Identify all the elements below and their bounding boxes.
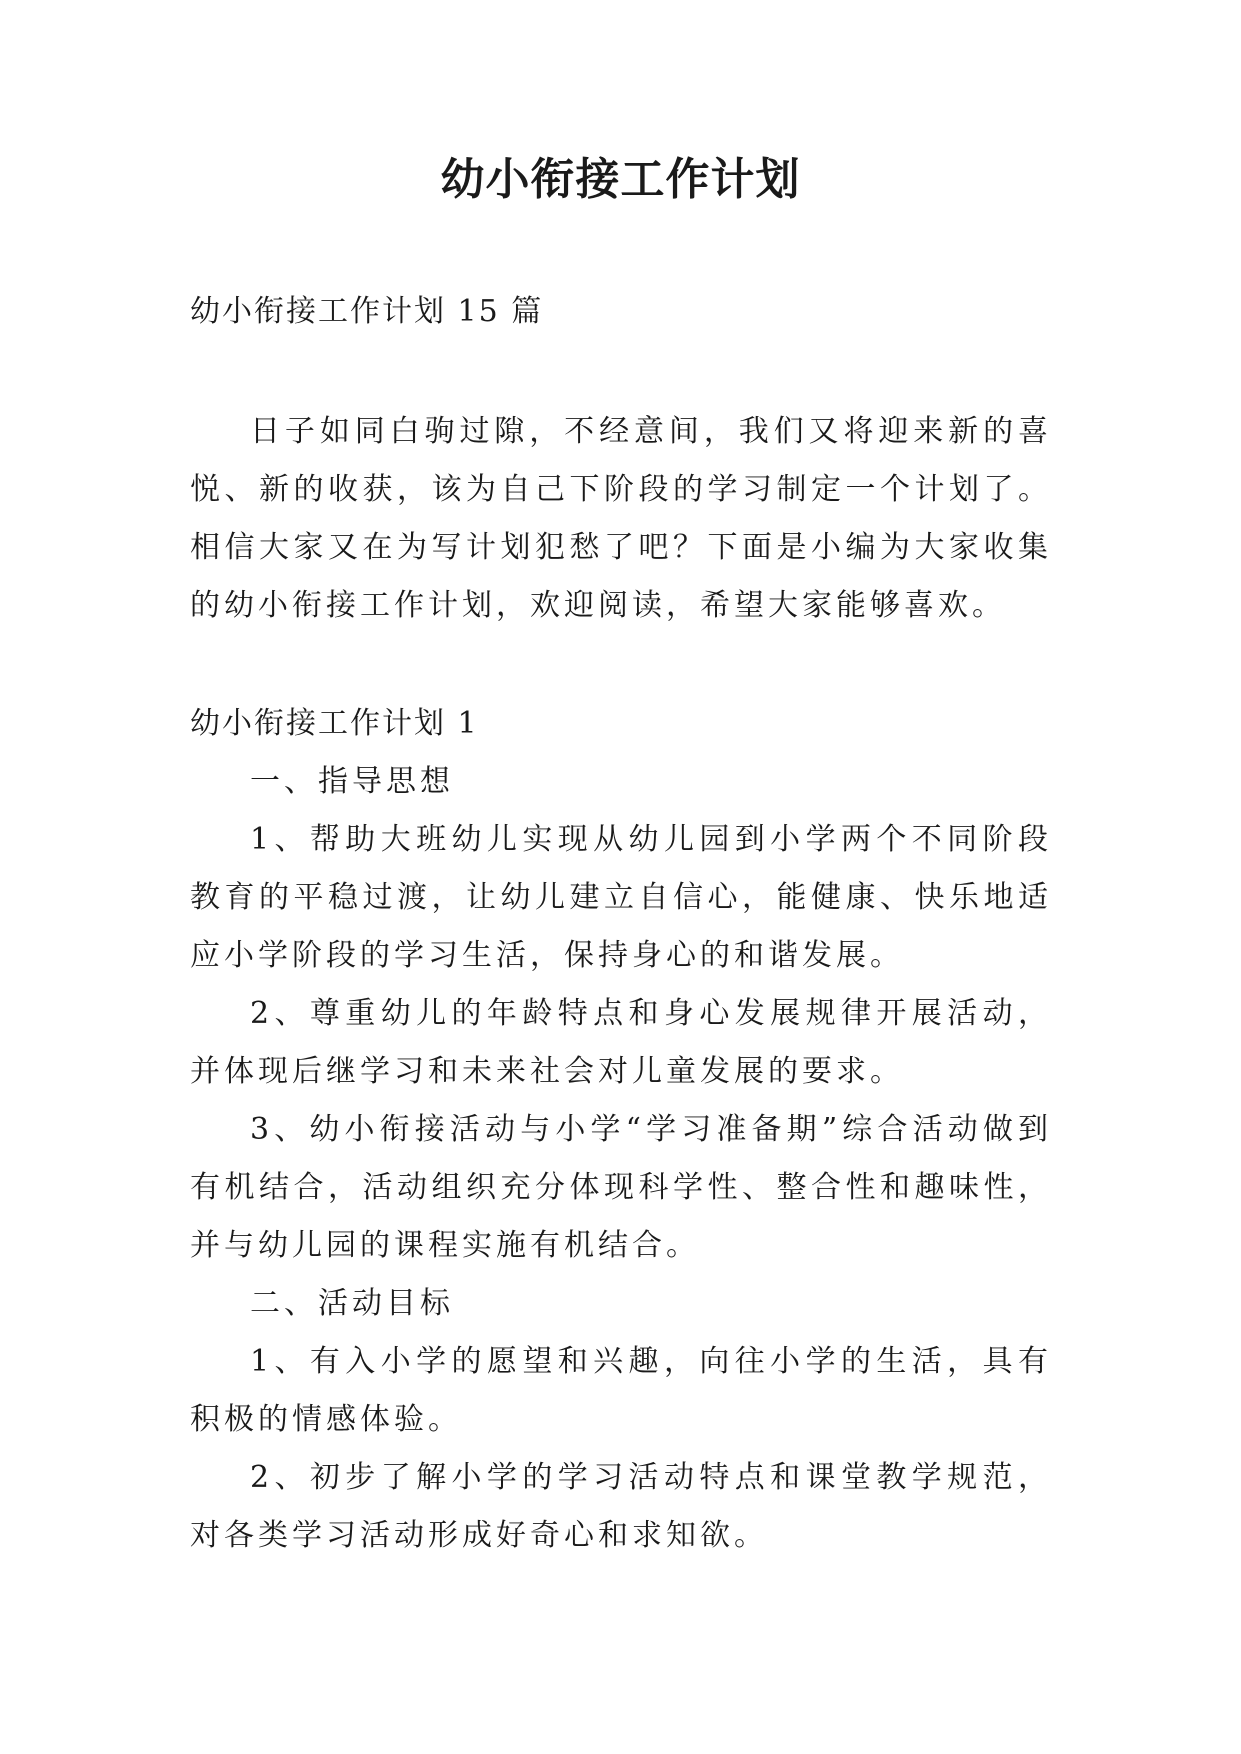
- document-subtitle: 幼小衔接工作计划 15 篇: [190, 294, 544, 329]
- section-paragraph: 3、幼小衔接活动与小学“学习准备期”综合活动做到有机结合，活动组织充分体现科学性、整合性和趣味性，并与幼儿园的课程实施有机结合。: [190, 1112, 1052, 1263]
- intro-block: [190, 403, 1052, 635]
- section-1: [190, 695, 1052, 1565]
- section-paragraph: 一、指导思想: [250, 764, 454, 799]
- section-paragraph: 1、帮助大班幼儿实现从幼儿园到小学两个不同阶段教育的平稳过渡，让幼儿建立自信心，能健康、快乐地适应小学阶段的学习生活，保持身心的和谐发展。: [190, 822, 1052, 973]
- section-heading: 幼小衔接工作计划 1: [190, 706, 479, 741]
- intro-paragraph: 日子如同白驹过隙，不经意间，我们又将迎来新的喜悦、新的收获，该为自己下阶段的学习制定一个计划了。相信大家又在为写计划犯愁了吧？下面是小编为大家收集的幼小衔接工作计划，欢迎阅读，希望大家能够喜欢。: [190, 414, 1052, 623]
- section-paragraph: 2、初步了解小学的学习活动特点和课堂教学规范，对各类学习活动形成好奇心和求知欲。: [190, 1460, 1052, 1553]
- section-paragraph: 1、有入小学的愿望和兴趣，向往小学的生活，具有积极的情感体验。: [190, 1344, 1052, 1437]
- section-paragraph: 2、尊重幼儿的年龄特点和身心发展规律开展活动，并体现后继学习和未来社会对儿童发展的要求。: [190, 996, 1052, 1089]
- section-paragraph: 二、活动目标: [250, 1286, 454, 1321]
- document-title: 幼小衔接工作计划: [440, 154, 801, 205]
